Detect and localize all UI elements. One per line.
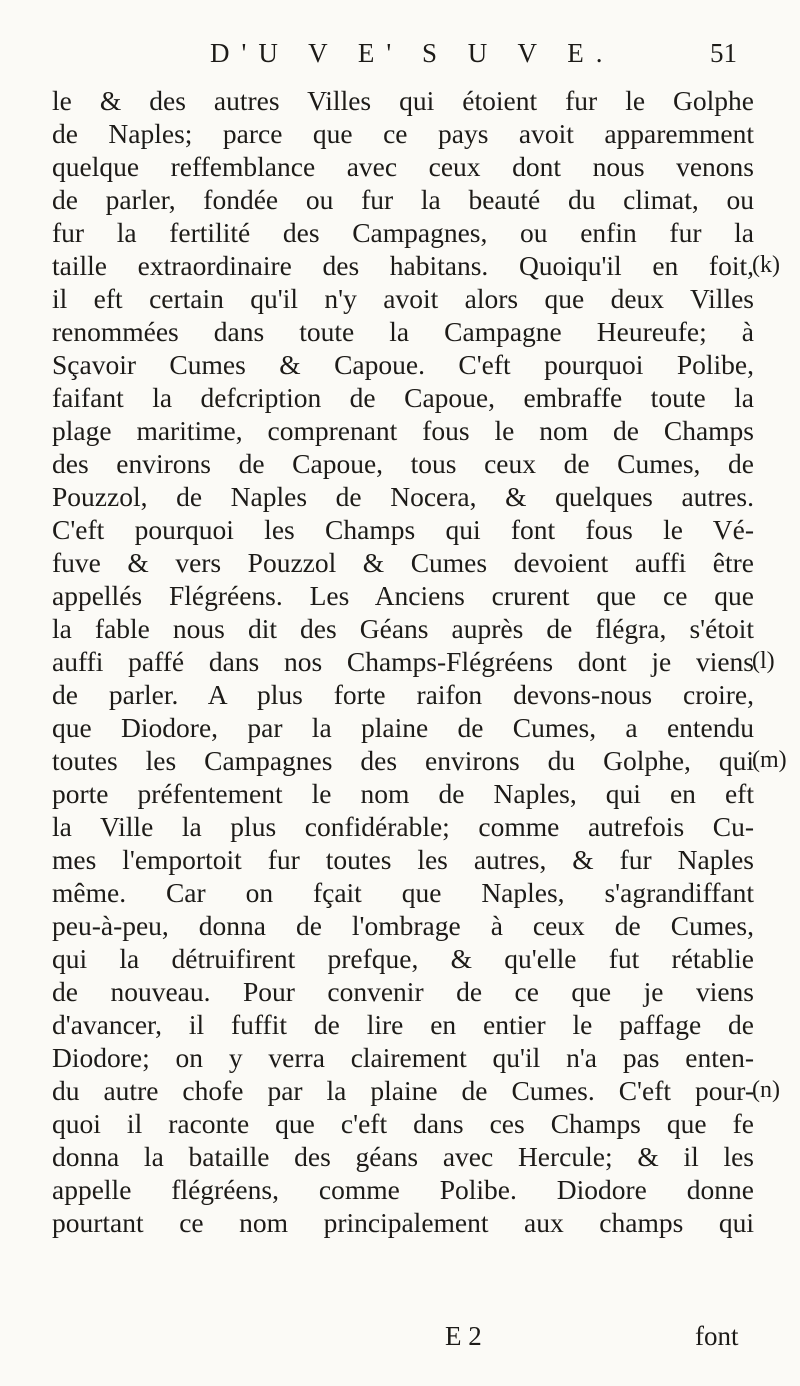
signature-mark: E 2 [445,1321,482,1351]
note-marker-l: (l) [752,648,775,674]
catchword: font [695,1321,739,1351]
text-line: qui la détruifirent prefque, & qu'elle fut rétablie [52,943,754,974]
text-line: appellés Flégréens. Les Anciens crurent que ce que [52,580,754,611]
note-marker-n: (n) [752,1077,780,1103]
text-line: la Ville la plus confidérable; comme autrefois Cu- [52,811,754,842]
text-line: porte préfentement le nom de Naples, qui en eft [52,778,754,809]
text-line: quelque reffemblance avec ceux dont nous venons [52,151,754,182]
text-line: Diodore; on y verra clairement qu'il n'a pas enten- [52,1042,754,1073]
text-line: faifant la defcription de Capoue, embraffe toute la [52,382,754,413]
note-marker-m: (m) [752,747,787,773]
text-line: auffi paffé dans nos Champs-Flégréens dont je viens [52,646,754,677]
text-line: toutes les Campagnes des environs du Golphe, qui [52,745,754,776]
text-line: la fable nous dit des Géans auprès de flégra, s'étoit [52,613,754,644]
text-line: du autre chofe par la plaine de Cumes. C'eft pour- [52,1075,754,1106]
text-line: peu-à-peu, donna de l'ombrage à ceux de Cumes, [52,910,754,941]
text-line: donna la bataille des géans avec Hercule; & il les [52,1141,754,1172]
page-header [0,38,800,78]
note-marker-k: (k) [752,252,780,278]
text-line: de parler, fondée ou fur la beauté du climat, ou [52,184,754,215]
text-line: le & des autres Villes qui étoient fur le Golphe [52,85,754,116]
text-line: mes l'emportoit fur toutes les autres, & fur Naples [52,844,754,875]
text-line: Pouzzol, de Naples de Nocera, & quelques autres. [52,481,754,512]
text-line: pourtant ce nom principalement aux champs qui [52,1207,754,1238]
text-line: plage maritime, comprenant fous le nom de Champs [52,415,754,446]
text-line: il eft certain qu'il n'y avoit alors que deux Villes [52,283,754,314]
text-line: appelle flégréens, comme Polibe. Diodore donne [52,1174,754,1205]
text-line: de nouveau. Pour convenir de ce que je viens [52,976,754,1007]
text-line: des environs de Capoue, tous ceux de Cumes, de [52,448,754,479]
running-head: D'U V E' S U V E. [210,38,615,68]
text-line: C'eft pourquoi les Champs qui font fous le Vé- [52,514,754,545]
text-line: de parler. A plus forte raifon devons-nous croire, [52,679,754,710]
text-line: d'avancer, il fuffit de lire en entier le paffage de [52,1009,754,1040]
text-line: que Diodore, par la plaine de Cumes, a entendu [52,712,754,743]
page-number: 51 [710,38,737,68]
text-line: même. Car on fçait que Naples, s'agrandiffant [52,877,754,908]
text-line: fur la fertilité des Campagnes, ou enfin fur la [52,217,754,248]
text-line: Sçavoir Cumes & Capoue. C'eft pourquoi Polibe, [52,349,754,380]
text-line: de Naples; parce que ce pays avoit apparemment [52,118,754,149]
text-line: quoi il raconte que c'eft dans ces Champs que fe [52,1108,754,1139]
text-line: taille extraordinaire des habitans. Quoiqu'il en foit, [52,250,754,281]
text-line: fuve & vers Pouzzol & Cumes devoient auffi être [52,547,754,578]
text-line: renommées dans toute la Campagne Heureufe; à [52,316,754,347]
